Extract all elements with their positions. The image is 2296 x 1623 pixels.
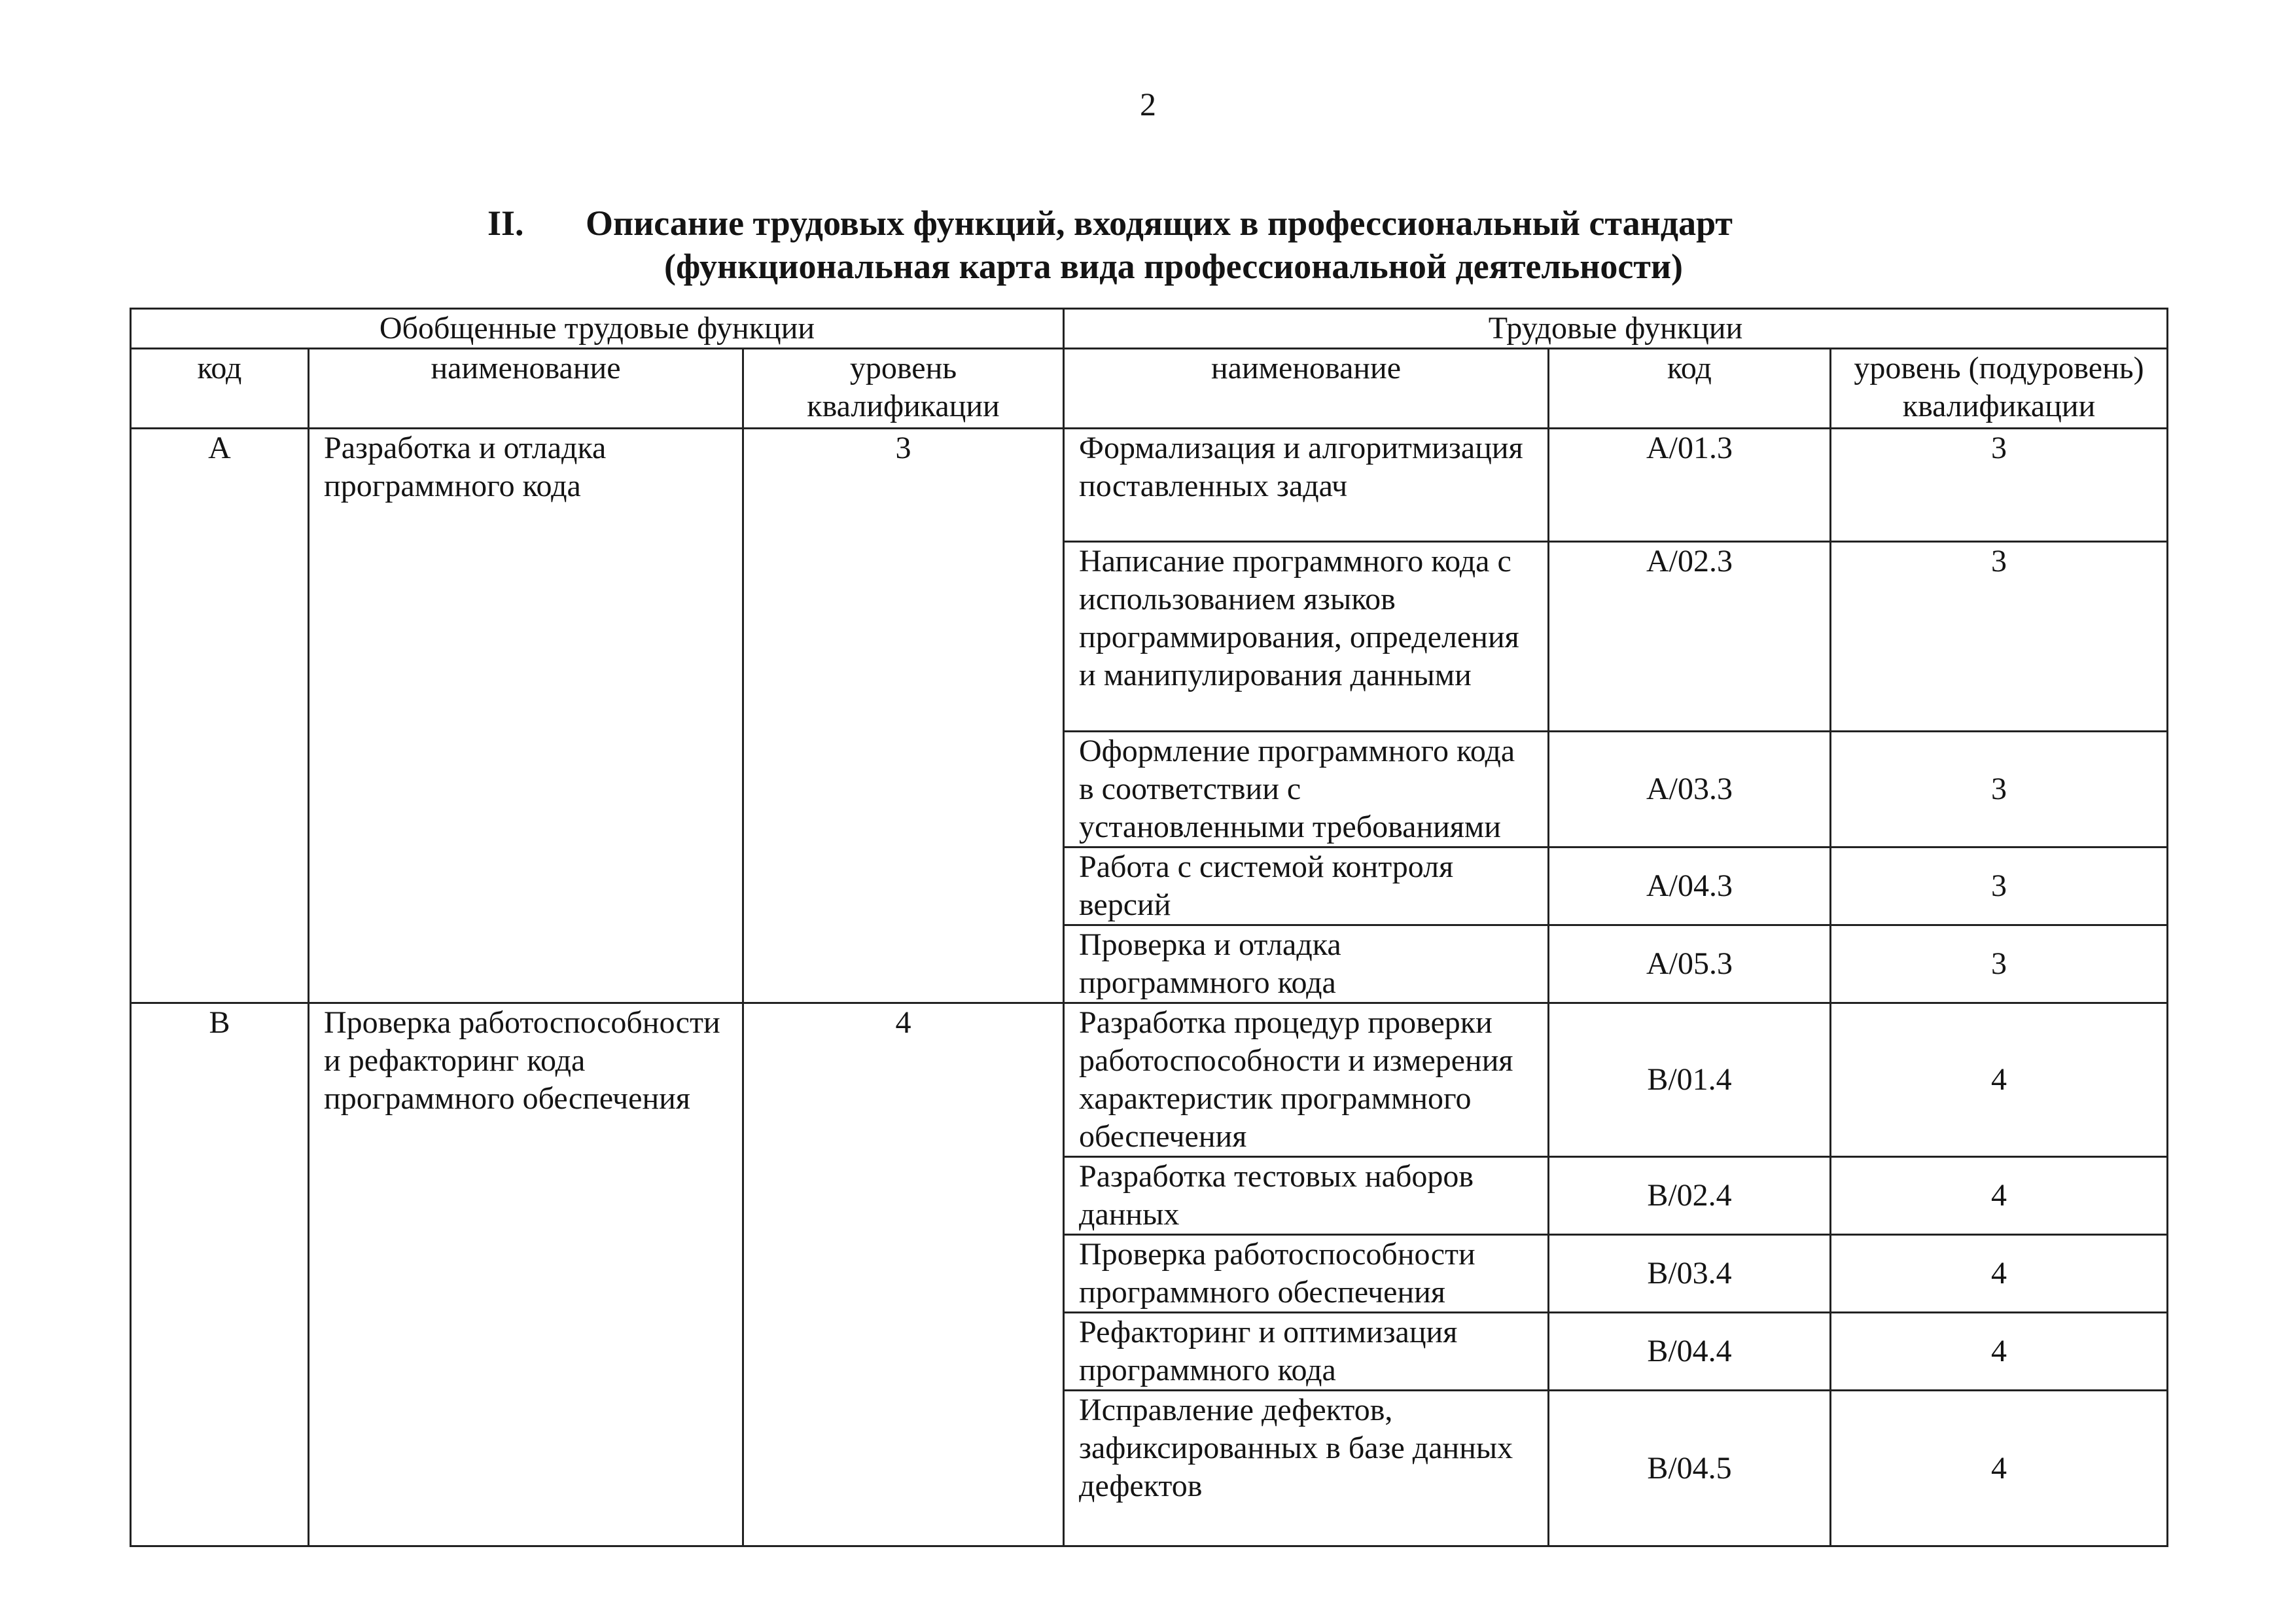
function-code: A/04.3	[1549, 847, 1831, 925]
col-header-gen-code: код	[131, 349, 309, 429]
labor-functions-header: Трудовые функции	[1064, 309, 2168, 349]
function-name: Проверка и отладка программного кода	[1064, 925, 1549, 1003]
table-row	[131, 1003, 2168, 1157]
function-name: Разработка процедур проверки работоспособности и измерения характеристик программного обеспечения	[1064, 1003, 1549, 1157]
function-level: 4	[1831, 1235, 2168, 1313]
col-header-func-name: наименование	[1064, 349, 1549, 429]
page-number: 2	[1140, 86, 1156, 122]
col-header-func-level: уровень (подуровень) квалификации	[1831, 349, 2168, 429]
group-level: 3	[743, 429, 1064, 1003]
generalized-functions-header: Обобщенные трудовые функции	[131, 309, 1064, 349]
function-name: Разработка тестовых наборов данных	[1064, 1157, 1549, 1235]
function-code: A/01.3	[1549, 429, 1831, 542]
function-level: 4	[1831, 1313, 2168, 1391]
table-row	[131, 429, 2168, 542]
functional-map-table	[130, 308, 2168, 1547]
function-code: B/01.4	[1549, 1003, 1831, 1157]
group-name: Проверка работоспособности и рефакторинг кода программного обеспечения	[309, 1003, 743, 1546]
function-code: B/03.4	[1549, 1235, 1831, 1313]
function-level: 4	[1831, 1003, 2168, 1157]
col-header-func-code: код	[1549, 349, 1831, 429]
function-name: Оформление программного кода в соответствии с установленными требованиями	[1064, 732, 1549, 847]
function-code: A/03.3	[1549, 732, 1831, 847]
function-level: 3	[1831, 542, 2168, 732]
col-header-gen-name: наименование	[309, 349, 743, 429]
col-header-gen-level: уровень квалификации	[743, 349, 1064, 429]
function-code: B/02.4	[1549, 1157, 1831, 1235]
group-code: B	[131, 1003, 309, 1546]
function-level: 3	[1831, 429, 2168, 542]
function-level: 4	[1831, 1391, 2168, 1546]
function-name: Рефакторинг и оптимизация программного кода	[1064, 1313, 1549, 1391]
function-level: 3	[1831, 847, 2168, 925]
column-header-row	[131, 349, 2168, 429]
section-number: II.	[487, 204, 524, 243]
function-name: Формализация и алгоритмизация поставленных задач	[1064, 429, 1549, 542]
function-level: 3	[1831, 925, 2168, 1003]
function-code: B/04.4	[1549, 1313, 1831, 1391]
function-level: 4	[1831, 1157, 2168, 1235]
section-title-line-2: (функциональная карта вида профессиональной деятельности)	[664, 247, 1684, 286]
function-name: Проверка работоспособности программного обеспечения	[1064, 1235, 1549, 1313]
section-title-line-1: Описание трудовых функций, входящих в профессиональный стандарт	[586, 204, 1733, 243]
function-code: B/04.5	[1549, 1391, 1831, 1546]
function-code: A/05.3	[1549, 925, 1831, 1003]
group-level: 4	[743, 1003, 1064, 1546]
group-code: A	[131, 429, 309, 1003]
function-level: 3	[1831, 732, 2168, 847]
function-code: A/02.3	[1549, 542, 1831, 732]
group-header-row	[131, 309, 2168, 349]
group-name: Разработка и отладка программного кода	[309, 429, 743, 1003]
function-name: Написание программного кода с использованием языков программирования, определения и манипулирования данными	[1064, 542, 1549, 732]
function-name: Исправление дефектов, зафиксированных в базе данных дефектов	[1064, 1391, 1549, 1546]
function-name: Работа с системой контроля версий	[1064, 847, 1549, 925]
